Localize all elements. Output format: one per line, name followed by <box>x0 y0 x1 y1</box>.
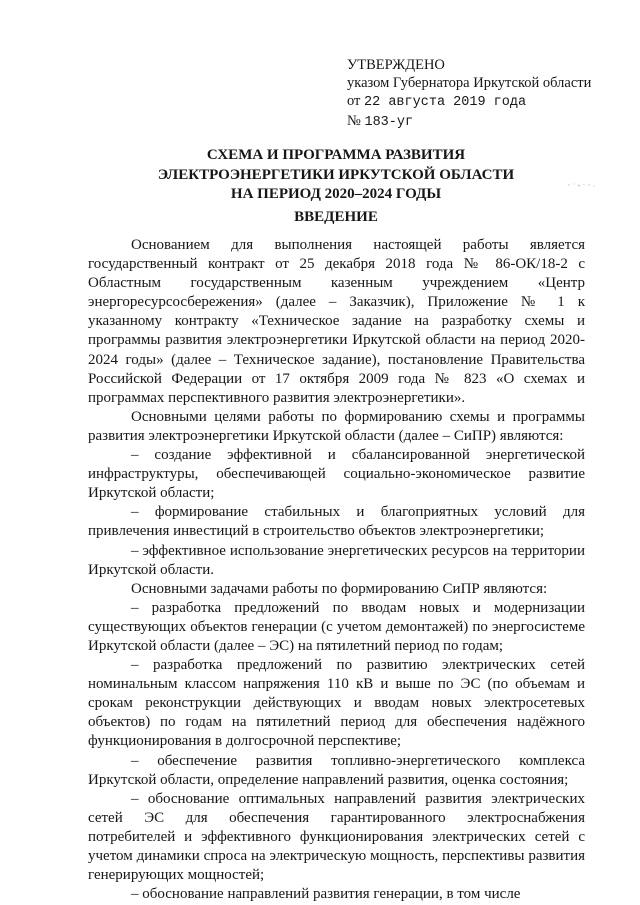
body-text <box>88 236 585 904</box>
approval-number: 183-уг <box>364 115 414 130</box>
approval-date: 22 августа 2019 года <box>364 95 527 110</box>
list-item: – обоснование направлений развития генерации, в том числе <box>131 886 521 903</box>
approval-stamp <box>347 56 607 132</box>
list-item: – создание эффективной и сбалансированной энергетической инфраструктуры, обеспечивающей социально-экономическое развитие Иркутской области; <box>88 447 585 502</box>
scan-artifact <box>566 180 598 188</box>
section-heading: ВВЕДЕНИЕ <box>294 209 378 225</box>
paragraph: Основными задачами работы по формированию СиПР являются: <box>131 580 548 597</box>
list-item: – эффективное использование энергетических ресурсов на территории Иркутской области. <box>88 542 585 578</box>
approval-date-line <box>347 92 607 112</box>
approval-heading: УТВЕРЖДЕНО <box>347 57 445 73</box>
list-item: – формирование стабильных и благоприятных условий для привлечения инвестиций в строительство объектов электроэнергетики; <box>88 504 585 540</box>
approval-number-prefix: № <box>347 113 361 129</box>
list-item: – обоснование оптимальных направлений развития электрических сетей ЭС для обеспечения гарантированного электроснабжения потребителей и эффективного функционирования электрических сетей с учетом динамики спроса на электрическую мощность, перспективы развития генерирующих мощностей; <box>88 790 585 884</box>
document-title <box>86 146 586 205</box>
approval-number-line <box>347 112 607 132</box>
list-item: – обеспечение развития топливно-энергетического комплекса Иркутской области, определение направлений развития, оценка состояния; <box>88 752 585 788</box>
document-title-line-1: СХЕМА И ПРОГРАММА РАЗВИТИЯ <box>206 147 466 163</box>
list-item: – разработка предложений по вводам новых и модернизации существующих объектов генерации (с учетом демонтажей) по энергосистеме Иркутской области (далее – ЭС) на пятилетний период по годам; <box>88 599 585 654</box>
document-title-line-2: ЭЛЕКТРОЭНЕРГЕТИКИ ИРКУТСКОЙ ОБЛАСТИ <box>157 166 515 183</box>
document-title-line-3: НА ПЕРИОД 2020–2024 ГОДЫ <box>230 186 442 202</box>
approval-date-prefix: от <box>347 93 361 109</box>
list-item: – разработка предложений по развитию электрических сетей номинальным классом напряжения 110 кВ и выше по ЭС (по объемам и срокам реконструкции действующих и вводам новых электросетевых объектов) по годам на пятилетний период для обеспечения надёжного функционирования в долгосрочной перспективе; <box>88 657 585 750</box>
paragraph: Основными целями работы по формированию схемы и программы развития электроэнергетики Иркутской области (далее – СиПР) являются: <box>88 408 585 444</box>
paragraph: Основанием для выполнения настоящей работы является государственный контракт от 25 декабря 2018 года № 86-ОК/18-2 с Областным государственным казенным учреждением «Центр энергоресурсосбережения» (далее – Заказчик), Приложение № 1 к указанному контракту «Техническое задание на разработку схемы и программы развития электроэнергетики Иркутской области на период 2020-2024 годы» (далее – Техническое задание), постановление Правительства Российской Федерации от 17 октября 2009 года № 823 «О схемах и программах перспективного развития электроэнергетики». <box>88 237 585 406</box>
approval-decree: указом Губернатора Иркутской области <box>347 75 592 91</box>
